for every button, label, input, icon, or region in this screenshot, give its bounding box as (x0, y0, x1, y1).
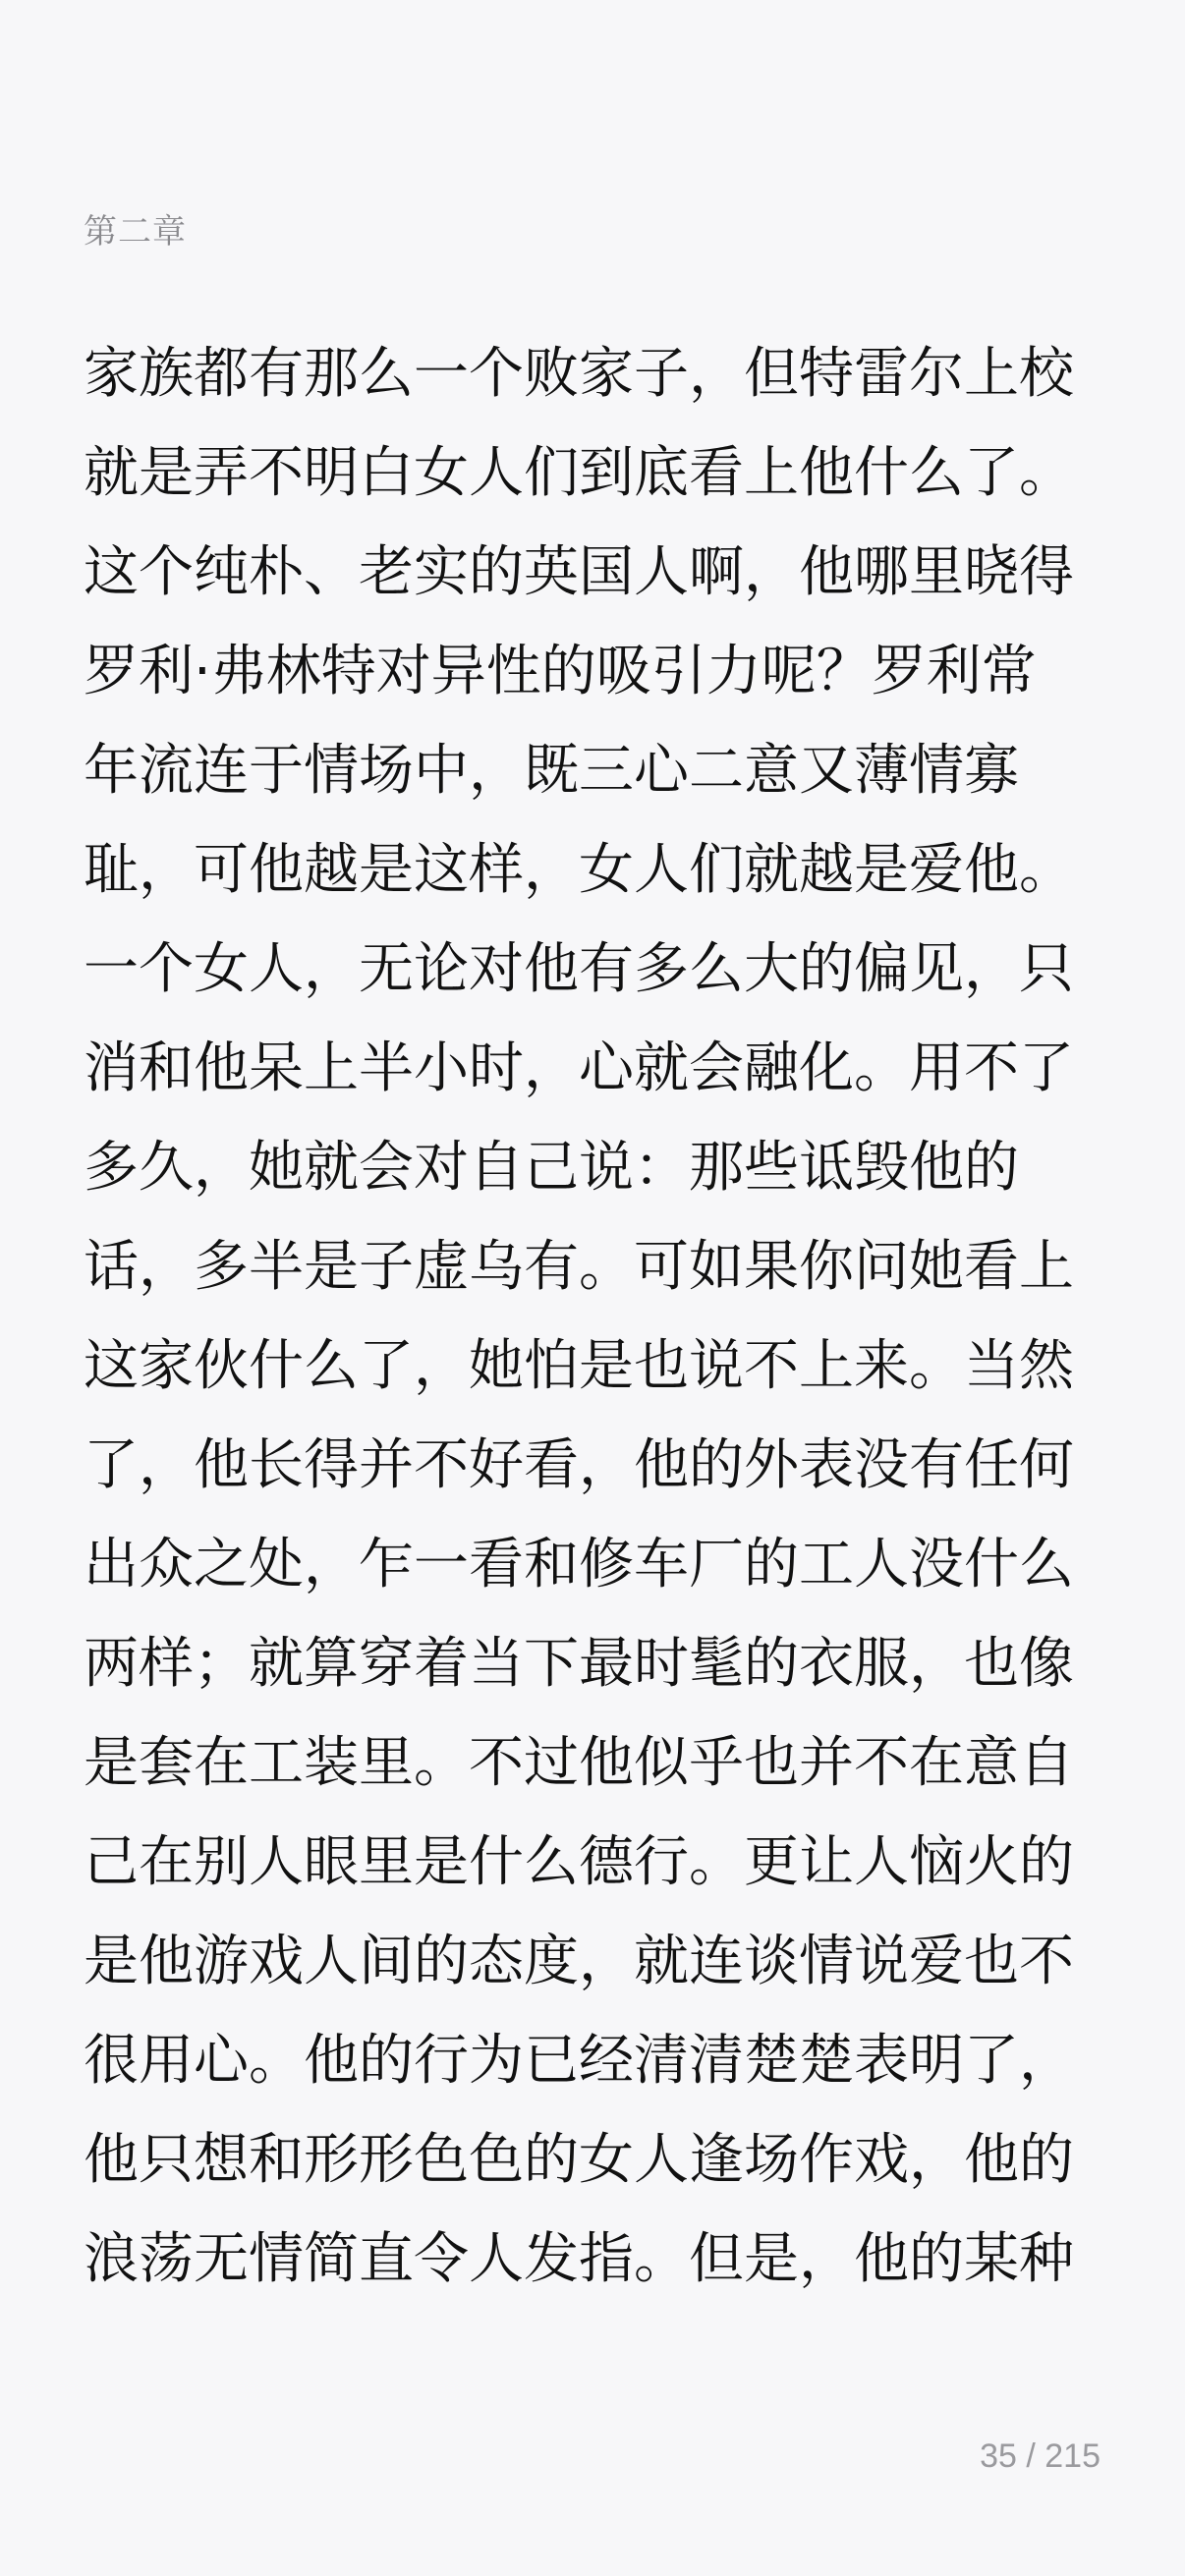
text-line: 年流连于情场中，既三心二意又薄情寡 (84, 739, 1019, 803)
text-line: 两样；就算穿着当下最时髦的衣服，也像 (84, 1632, 1074, 1696)
text-line: 很用心。他的行为已经清清楚楚表明了， (84, 2029, 1074, 2093)
text-line: 耻，可他越是这样，女人们就越是爱他。 (84, 838, 1074, 902)
text-line: 家族都有那么一个败家子，但特雷尔上校 (84, 342, 1074, 406)
text-line: 话，多半是子虚乌有。可如果你问她看上 (84, 1235, 1074, 1299)
text-line: 是他游戏人间的态度，就连谈情说爱也不 (84, 1930, 1074, 1993)
text-line: 己在别人眼里是什么德行。更让人恼火的 (84, 1830, 1074, 1894)
text-line: 罗利·弗林特对异性的吸引力呢？罗利常 (84, 640, 1037, 703)
chapter-body-text (84, 324, 1105, 2309)
text-line: 是套在工装里。不过他似乎也并不在意自 (84, 1731, 1074, 1795)
text-line: 这个纯朴、老实的英国人啊，他哪里晓得 (84, 540, 1074, 604)
page-indicator: 35 / 215 (980, 2437, 1100, 2475)
text-line: 出众之处，乍一看和修车厂的工人没什么 (84, 1533, 1074, 1596)
text-line: 了，他长得并不好看，他的外表没有任何 (84, 1433, 1074, 1497)
text-line: 他只想和形形色色的女人逢场作戏，他的 (84, 2128, 1074, 2192)
text-line: 消和他呆上半小时，心就会融化。用不了 (84, 1036, 1074, 1100)
text-line: 浪荡无情简直令人发指。但是，他的某种 (84, 2227, 1074, 2291)
chapter-title: 第二章 (84, 212, 187, 252)
text-line: 这家伙什么了，她怕是也说不上来。当然 (84, 1334, 1074, 1398)
text-line: 就是弄不明白女人们到底看上他什么了。 (84, 441, 1074, 505)
text-line: 一个女人，无论对他有多么大的偏见，只 (84, 937, 1074, 1001)
text-line: 多久，她就会对自己说：那些诋毁他的 (84, 1136, 1019, 1200)
